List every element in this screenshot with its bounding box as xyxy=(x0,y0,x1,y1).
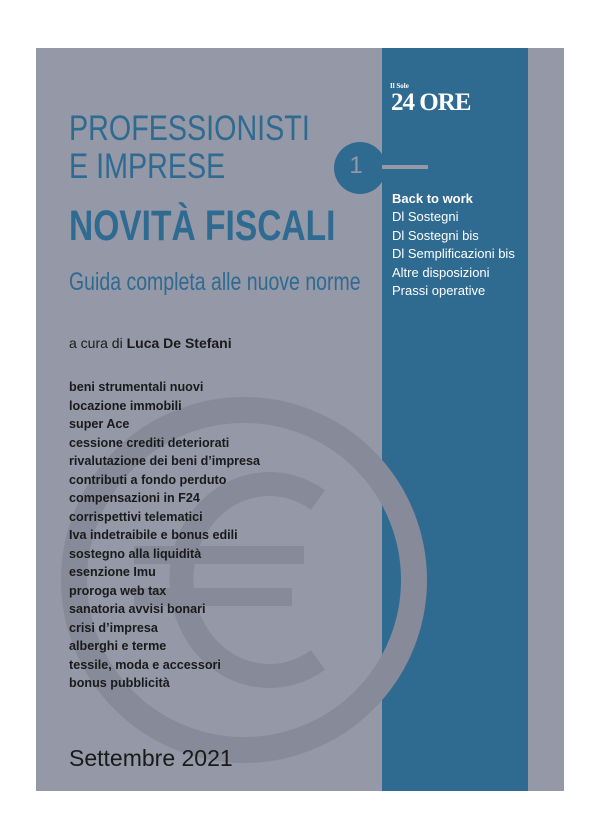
topic-item: contributi a fondo perduto xyxy=(69,472,227,487)
topic-item: corrispettivi telematici xyxy=(69,509,203,524)
topics-list xyxy=(69,378,260,693)
topic-item: sanatoria avvisi bonari xyxy=(69,602,206,616)
editor-credit xyxy=(69,335,232,351)
section-item: Prassi operative xyxy=(392,283,486,299)
topic-item: tessile, moda e accessori xyxy=(69,657,221,672)
series-line-2: E IMPRESE xyxy=(69,147,226,186)
topic-item: cessione crediti deteriorati xyxy=(69,435,230,450)
volume-number: 1 xyxy=(349,152,363,179)
section-item: Altre disposizioni xyxy=(392,264,490,280)
publication-year: 2021 xyxy=(181,745,233,771)
publication-month: Settembre xyxy=(69,745,176,771)
topic-item: compensazioni in F24 xyxy=(69,491,200,505)
editor-prefix: a cura di xyxy=(69,335,123,351)
topic-item: bonus pubblicità xyxy=(69,676,170,690)
editor-name: Luca De Stefani xyxy=(126,335,232,351)
topic-item: locazione immobili xyxy=(69,398,182,413)
section-item: Dl Semplificazioni bis xyxy=(392,246,515,262)
topic-item: esenzione Imu xyxy=(69,565,156,579)
topic-item: beni strumentali nuovi xyxy=(69,380,204,394)
topic-item: alberghi e terme xyxy=(69,639,167,653)
sections-list xyxy=(392,190,515,300)
topic-item: rivalutazione dei beni d’impresa xyxy=(69,454,261,468)
publisher-logo-small: Il Sole xyxy=(390,82,409,90)
book-cover xyxy=(36,48,564,791)
publication-date xyxy=(69,745,233,772)
publisher-logo: 24 ORE xyxy=(391,89,471,116)
book-title: NOVITÀ FISCALI xyxy=(69,202,336,250)
topic-item: super Ace xyxy=(69,417,130,431)
section-item: Dl Sostegni xyxy=(392,209,459,225)
topic-item: crisi d’impresa xyxy=(69,620,158,635)
series-line-1: PROFESSIONISTI xyxy=(69,109,310,148)
series-title xyxy=(69,110,310,186)
book-subtitle: Guida completa alle nuove norme xyxy=(69,268,361,296)
topic-item: sostegno alla liquidità xyxy=(69,546,202,561)
topic-item: proroga web tax xyxy=(69,583,167,598)
volume-line xyxy=(382,165,428,169)
section-item: Dl Sostegni bis xyxy=(392,227,479,243)
section-item: Back to work xyxy=(392,191,473,206)
topic-item: Iva indetraibile e bonus edili xyxy=(69,528,238,542)
